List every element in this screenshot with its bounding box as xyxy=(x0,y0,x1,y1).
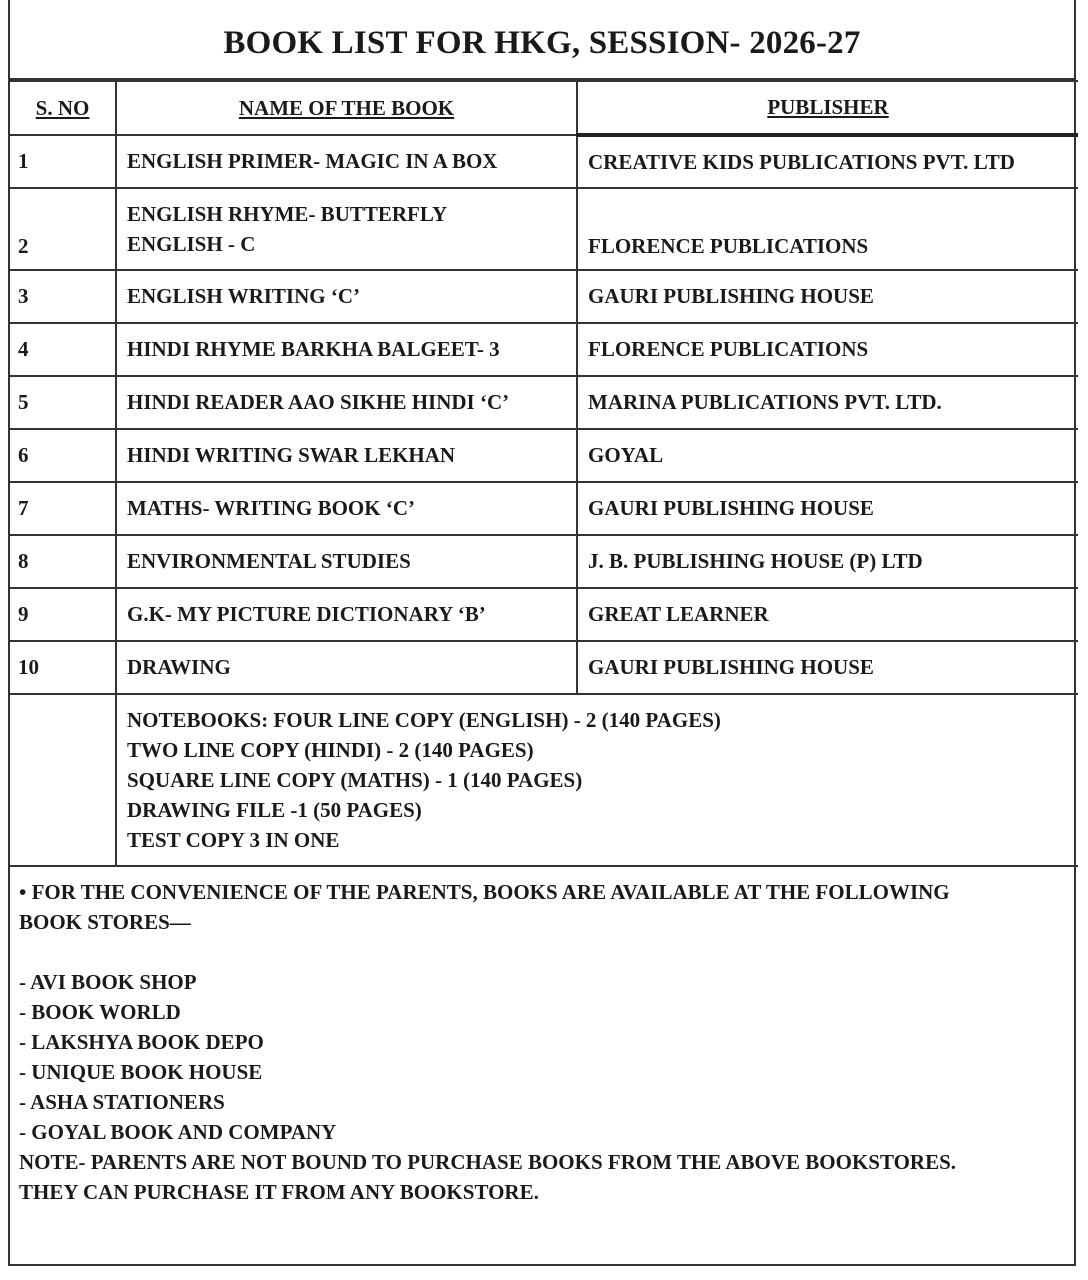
notebooks-sno-empty xyxy=(10,694,116,866)
table-row xyxy=(10,535,1078,588)
row-sno: 1 xyxy=(10,135,116,188)
row-publisher: GAURI PUBLISHING HOUSE xyxy=(577,482,1078,535)
store-item: - BOOK WORLD xyxy=(19,1000,181,1024)
row-publisher: MARINA PUBLICATIONS PVT. LTD. xyxy=(577,376,1078,429)
row-book-name-line1: ENGLISH RHYME- BUTTERFLY xyxy=(127,202,448,226)
table-row xyxy=(10,376,1078,429)
header-publisher: PUBLISHER xyxy=(577,81,1078,135)
row-sno: 2 xyxy=(10,188,116,270)
row-publisher: J. B. PUBLISHING HOUSE (P) LTD xyxy=(577,535,1078,588)
stores-intro-line2: BOOK STORES— xyxy=(19,910,191,934)
row-sno: 7 xyxy=(10,482,116,535)
row-publisher: FLORENCE PUBLICATIONS xyxy=(577,323,1078,376)
row-book-name: ENVIRONMENTAL STUDIES xyxy=(116,535,577,588)
row-publisher: GAURI PUBLISHING HOUSE xyxy=(577,270,1078,323)
note-line2: THEY CAN PURCHASE IT FROM ANY BOOKSTORE. xyxy=(19,1180,539,1204)
page-title: BOOK LIST FOR HKG, SESSION- 2026-27 xyxy=(10,0,1074,80)
row-book-name: ENGLISH WRITING ‘C’ xyxy=(116,270,577,323)
row-book-name xyxy=(116,188,577,270)
row-book-name: DRAWING xyxy=(116,641,577,694)
notebook-item: DRAWING FILE -1 (50 PAGES) xyxy=(127,798,422,822)
spacer xyxy=(19,937,1064,967)
table-row xyxy=(10,588,1078,641)
table-row xyxy=(10,429,1078,482)
row-book-name: ENGLISH PRIMER- MAGIC IN A BOX xyxy=(116,135,577,188)
table-row xyxy=(10,188,1078,270)
row-sno: 8 xyxy=(10,535,116,588)
store-item: - LAKSHYA BOOK DEPO xyxy=(19,1030,264,1054)
row-book-name: MATHS- WRITING BOOK ‘C’ xyxy=(116,482,577,535)
note-line1: NOTE- PARENTS ARE NOT BOUND TO PURCHASE BOOKS FROM THE ABOVE BOOKSTORES. xyxy=(19,1150,957,1174)
table-row xyxy=(10,641,1078,694)
book-list-document xyxy=(8,0,1076,1266)
store-item: - GOYAL BOOK AND COMPANY xyxy=(19,1120,337,1144)
notebook-item: NOTEBOOKS: FOUR LINE COPY (ENGLISH) - 2 (140 PAGES) xyxy=(127,708,721,732)
store-item: - UNIQUE BOOK HOUSE xyxy=(19,1060,263,1084)
row-sno: 6 xyxy=(10,429,116,482)
bookstores-section xyxy=(10,867,1074,1207)
row-sno: 4 xyxy=(10,323,116,376)
row-book-name-line2: ENGLISH - C xyxy=(127,232,256,256)
row-publisher: CREATIVE KIDS PUBLICATIONS PVT. LTD xyxy=(577,135,1078,188)
row-sno: 10 xyxy=(10,641,116,694)
table-row xyxy=(10,323,1078,376)
notebooks-row xyxy=(10,694,1078,866)
row-publisher: FLORENCE PUBLICATIONS xyxy=(577,188,1078,270)
row-book-name: HINDI READER AAO SIKHE HINDI ‘C’ xyxy=(116,376,577,429)
notebooks-list xyxy=(116,694,1078,866)
stores-intro-line1: • FOR THE CONVENIENCE OF THE PARENTS, BOOKS ARE AVAILABLE AT THE FOLLOWING xyxy=(19,880,950,904)
store-item: - ASHA STATIONERS xyxy=(19,1090,225,1114)
store-item: - AVI BOOK SHOP xyxy=(19,970,197,994)
book-table xyxy=(10,80,1078,867)
row-book-name: HINDI RHYME BARKHA BALGEET- 3 xyxy=(116,323,577,376)
notebook-item: TEST COPY 3 IN ONE xyxy=(127,828,340,852)
row-sno: 9 xyxy=(10,588,116,641)
notebook-item: SQUARE LINE COPY (MATHS) - 1 (140 PAGES) xyxy=(127,768,583,792)
table-row xyxy=(10,135,1078,188)
table-row xyxy=(10,270,1078,323)
row-book-name: HINDI WRITING SWAR LEKHAN xyxy=(116,429,577,482)
table-header-row xyxy=(10,81,1078,135)
header-book-name: NAME OF THE BOOK xyxy=(116,81,577,135)
row-book-name: G.K- MY PICTURE DICTIONARY ‘B’ xyxy=(116,588,577,641)
row-sno: 3 xyxy=(10,270,116,323)
row-publisher: GOYAL xyxy=(577,429,1078,482)
header-sno: S. NO xyxy=(10,81,116,135)
row-publisher: GAURI PUBLISHING HOUSE xyxy=(577,641,1078,694)
row-sno: 5 xyxy=(10,376,116,429)
table-row xyxy=(10,482,1078,535)
notebook-item: TWO LINE COPY (HINDI) - 2 (140 PAGES) xyxy=(127,738,534,762)
row-publisher: GREAT LEARNER xyxy=(577,588,1078,641)
